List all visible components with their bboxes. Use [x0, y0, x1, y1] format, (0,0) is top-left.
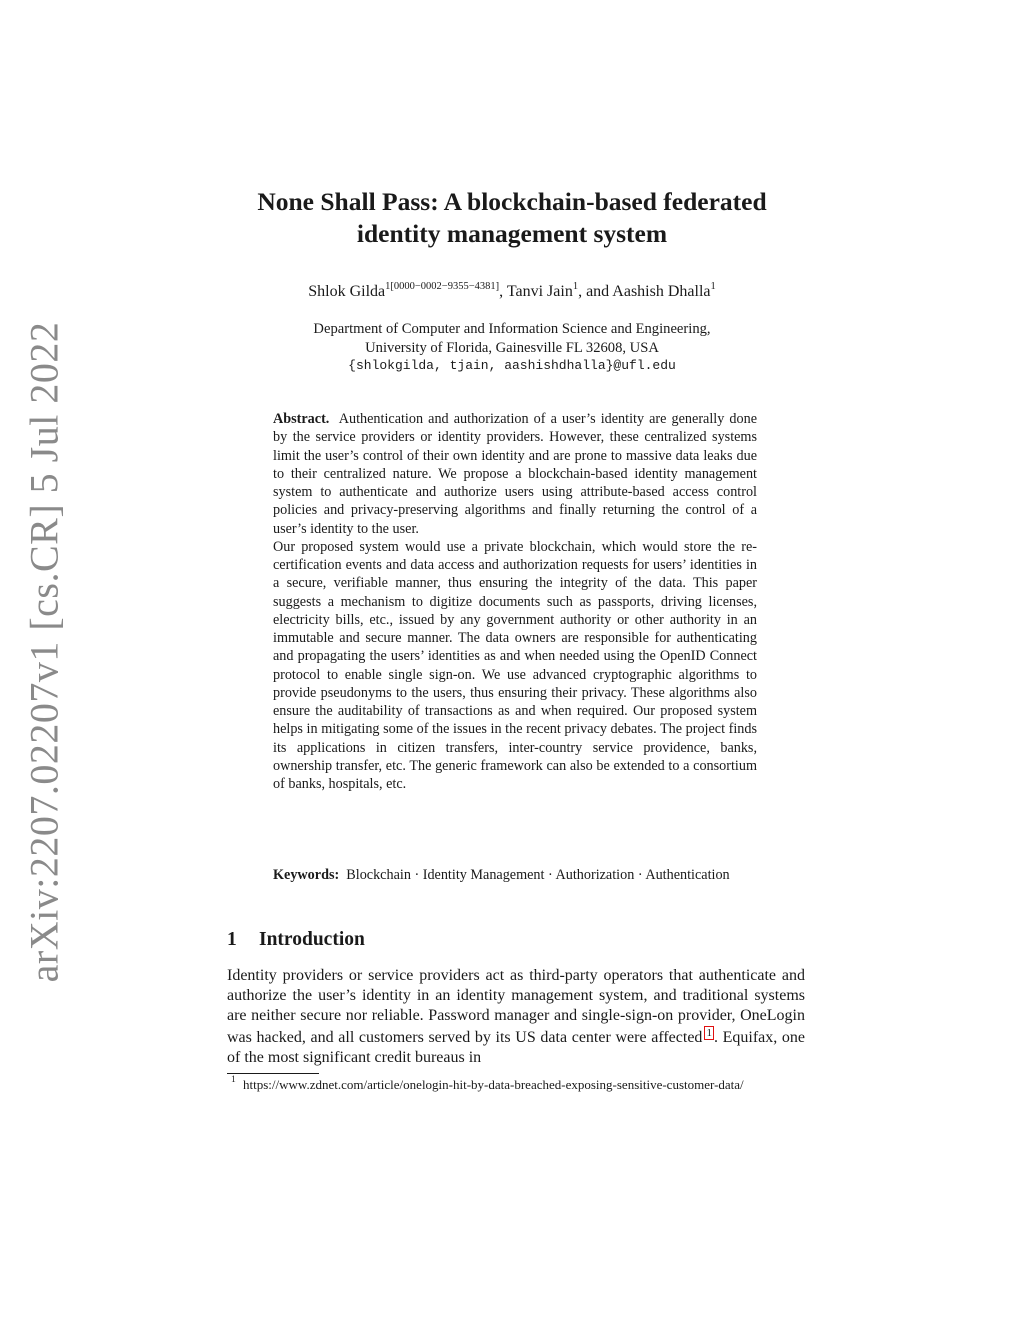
abstract-text-1: Authentication and authorization of a user’s identity are generally done by the service providers or identity providers. However, these centralized systems limit the user’s control of their own identity and are prone to massive data leaks due to their centralized nature. We propose a blockchain-based identity management system to authenticate and authorize users using attribute-based access control policies and privacy-preserving algorithms and finally returning the control of a user’s identity to the user.	[273, 411, 757, 537]
abstract	[273, 410, 757, 793]
affiliation-university: University of Florida, Gainesville FL 32608, USA	[365, 339, 659, 356]
footnote-1-link[interactable]: 1	[706, 1027, 712, 1039]
abstract-paragraph-1	[273, 410, 757, 538]
title-line-1: None Shall Pass: A blockchain-based federated	[257, 187, 767, 216]
footnote-divider	[227, 1073, 319, 1074]
section-title: Introduction	[259, 929, 365, 950]
intro-text-after: . Equifax, one of the most significant credit bureaus in	[227, 1029, 806, 1066]
section-number: 1	[227, 929, 237, 950]
author-1-name: Shlok Gilda	[308, 283, 386, 300]
author-list	[0, 283, 1024, 301]
author-2-affil: 1	[572, 281, 579, 292]
footnote-1	[227, 1076, 805, 1093]
footnote-number: 1	[231, 1075, 236, 1085]
affiliation-block	[0, 320, 1024, 376]
keywords	[273, 866, 757, 884]
title-line-2: identity management system	[356, 219, 668, 248]
introduction-paragraph	[227, 966, 805, 1068]
author-3-affil: 1	[710, 281, 716, 292]
author-2-name: , Tanvi Jain	[499, 283, 573, 300]
keywords-text: Blockchain · Identity Management · Authorization · Authentication	[346, 867, 730, 883]
section-heading-introduction	[227, 929, 365, 951]
author-3-name: , and Aashish Dhalla	[578, 283, 711, 300]
keywords-label: Keywords:	[273, 867, 340, 883]
intro-text-before: Identity providers or service providers act as third-party operators that authenticate and authorize the user’s identity in an identity management system, and traditional systems are neither secure nor reliable. Password manager and single-sign-on provider, OneLogin was hacked, and all customers served by its US data center were affected	[227, 967, 805, 1046]
abstract-label: Abstract.	[273, 411, 330, 427]
footnote-url[interactable]: https://www.zdnet.com/article/onelogin-hit-by-data-breached-exposing-sensitive-customer-data/	[243, 1077, 744, 1092]
paper-title	[0, 186, 1024, 250]
affiliation-department: Department of Computer and Information Science and Engineering,	[313, 321, 711, 337]
author-emails: {shlokgilda, tjain, aashishdhalla}@ufl.edu	[348, 358, 676, 373]
arxiv-id-label: arXiv:2207.02207v1 [cs.CR] 5 Jul 2022	[21, 321, 67, 983]
author-1-orcid: 1[0000−0002−9355−4381]	[385, 281, 500, 292]
abstract-paragraph-2: Our proposed system would use a private blockchain, which would store the re-certification events and data access and authorization requests for users’ identities in a secure, verifiable manner, thus ensuring the integrity of the data. This paper suggests a mechanism to digitize documents such as passports, driving licenses, electricity bills, etc., issued by any government authority or other authority in an immutable and secure manner. The data owners are responsible for authenticating and propagating the users’ identities as and when needed using the OpenID Connect protocol to enable single sign-on. We use advanced cryptographic algorithms to provide pseudonyms to the users, thus ensuring their privacy. These algorithms also ensure the auditability of transactions as and when required. Our proposed system helps in mitigating some of the issues in the recent privacy debates. The project finds its applications in citizen transfers, inter-country service providence, banks, ownership transfer, etc. The generic framework can also be extended to a consortium of banks, hospitals, etc.	[273, 538, 757, 792]
